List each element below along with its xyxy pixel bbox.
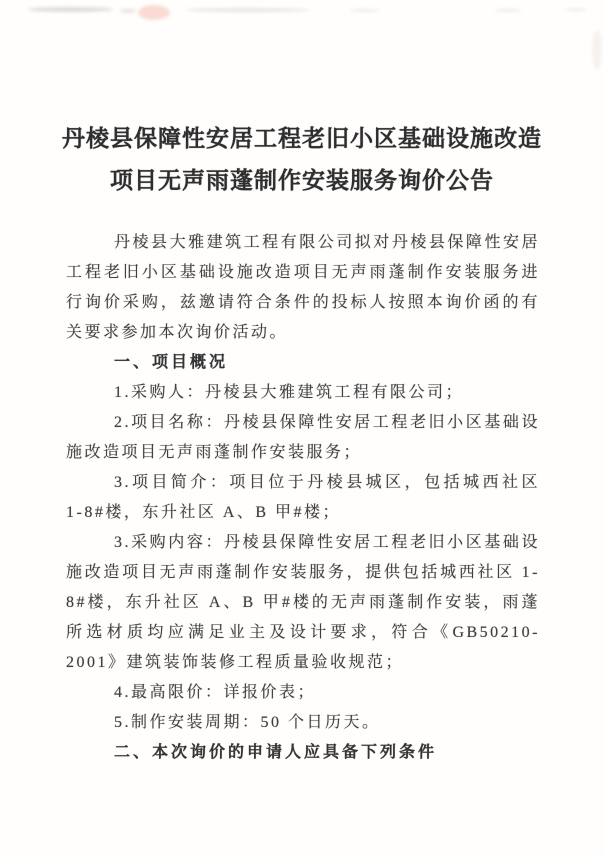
item-project-name: 2.项目名称：丹棱县保障性安居工程老旧小区基础设施改造项目无声雨蓬制作安装服务；: [66, 414, 540, 461]
document-title-line-1: 丹棱县保障性安居工程老旧小区基础设施改造: [62, 126, 542, 151]
scan-smudge: [350, 9, 380, 12]
document-title-line-2: 项目无声雨蓬制作安装服务询价公告: [110, 168, 494, 193]
scan-smudge: [592, 30, 602, 70]
item-install-period: 5.制作安装周期：50 个日历天。: [114, 714, 381, 731]
intro-paragraph: 丹棱县大雅建筑工程有限公司拟对丹棱县保障性安居工程老旧小区基础设施改造项目无声雨蓬制作安装服务进行询价采购，兹邀请符合条件的投标人按照本询价函的有关要求参加本次询价活动。: [66, 234, 540, 341]
scan-smudge: [185, 8, 310, 12]
section-2-heading: 二、本次询价的申请人应具备下列条件: [114, 744, 438, 761]
document-body: [66, 228, 540, 768]
scan-smudge: [495, 9, 521, 12]
item-max-price: 4.最高限价：详报价表；: [114, 684, 317, 701]
item-purchaser: 1.采购人：丹棱县大雅建筑工程有限公司；: [114, 384, 465, 401]
scan-smudge: [28, 7, 113, 12]
scan-smudge: [565, 8, 587, 11]
document-title: [36, 118, 568, 202]
scan-smudge-pink: [138, 5, 170, 20]
section-1-heading: 一、项目概况: [114, 354, 229, 371]
item-procurement-content: 3.采购内容：丹棱县保障性安居工程老旧小区基础设施改造项目无声雨蓬制作安装服务，提供包括城西社区 1-8#楼，东升社区 A、B 甲#楼的无声雨蓬制作安装，雨蓬所选材质均应满足业主及设计要求，符合《GB50210-2001》建筑装饰装修工程质量验收规范；: [66, 534, 540, 671]
scan-smudge: [120, 9, 136, 13]
item-project-brief: 3.项目简介：项目位于丹棱县城区，包括城西社区 1-8#楼，东升社区 A、B 甲#楼；: [66, 474, 540, 521]
